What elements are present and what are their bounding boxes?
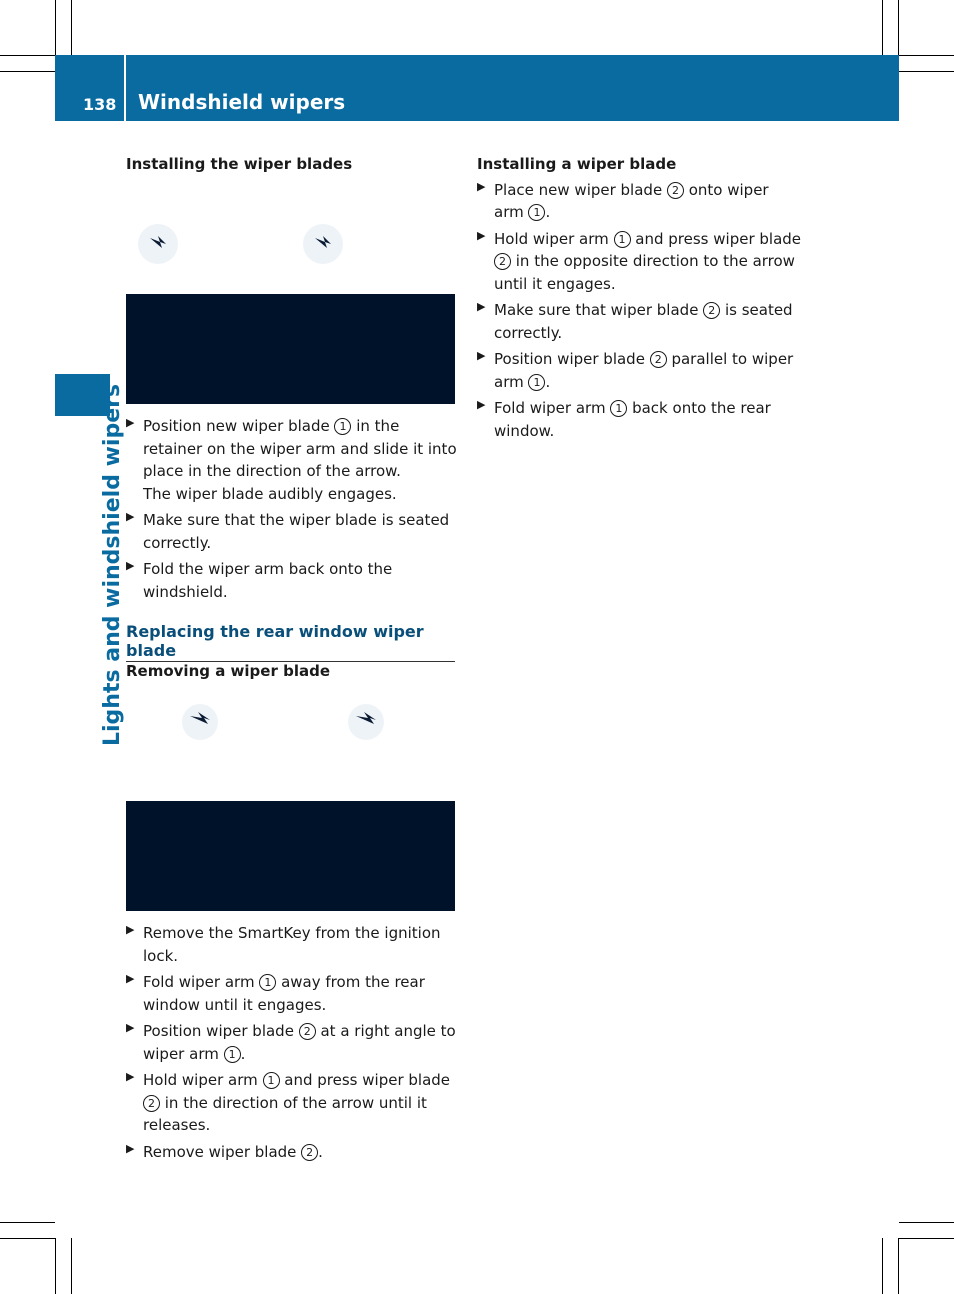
header-divider bbox=[124, 55, 126, 121]
instruction-step: ▶ Make sure that the wiper blade is seated correctly. bbox=[126, 510, 450, 552]
crop-mark bbox=[55, 1238, 56, 1294]
section-title: Windshield wipers bbox=[138, 90, 346, 114]
crop-mark bbox=[55, 0, 56, 55]
rear-wiper-heading: Replacing the rear window wiper blade bbox=[126, 622, 455, 662]
crop-mark bbox=[898, 1238, 899, 1294]
crop-mark bbox=[71, 0, 72, 55]
crop-mark bbox=[0, 71, 55, 72]
callout-number: 2 bbox=[703, 302, 720, 319]
instruction-step: ▶ Fold wiper arm 1 back onto the rear window. bbox=[477, 398, 771, 440]
arrow-icon bbox=[303, 224, 343, 264]
illustration-panel bbox=[126, 801, 455, 911]
crop-mark bbox=[899, 1222, 954, 1223]
removing-heading: Removing a wiper blade bbox=[126, 662, 331, 680]
left-column-top bbox=[126, 153, 456, 176]
install-steps-block bbox=[126, 415, 458, 603]
bullet-arrow-icon: ▶ bbox=[477, 228, 486, 242]
crop-mark bbox=[899, 55, 954, 56]
instruction-step: ▶ Fold wiper arm 1 away from the rear window until it engages. bbox=[126, 972, 425, 1014]
page-number: 138 bbox=[83, 95, 117, 114]
instruction-step: ▶ Fold the wiper arm back onto the windshield. bbox=[126, 559, 393, 601]
instruction-step: ▶ Position wiper blade 2 parallel to wiper arm 1 . bbox=[477, 349, 794, 391]
callout-number: 2 bbox=[667, 182, 684, 199]
right-column bbox=[477, 153, 802, 442]
callout-number: 1 bbox=[224, 1046, 241, 1063]
instruction-step: ▶ Place new wiper blade 2 onto wiper arm 1 . bbox=[477, 179, 769, 221]
instruction-step: ▶ Remove the SmartKey from the ignition lock. bbox=[126, 923, 441, 965]
instruction-step: ▶ Hold wiper arm 1 and press wiper blade 2 in the opposite direction to the arrow until it engages. bbox=[477, 228, 802, 293]
callout-number: 1 bbox=[263, 1072, 280, 1089]
wiper-install-illustration bbox=[126, 200, 455, 404]
crop-mark bbox=[0, 1222, 55, 1223]
bullet-arrow-icon: ▶ bbox=[477, 349, 486, 362]
arrow-icon bbox=[182, 704, 218, 740]
instruction-step: ▶ Position wiper blade 2 at a right angle to wiper arm 1 . bbox=[126, 1021, 456, 1063]
bullet-arrow-icon: ▶ bbox=[477, 179, 486, 193]
bullet-arrow-icon: ▶ bbox=[126, 416, 135, 429]
bullet-arrow-icon: ▶ bbox=[477, 300, 486, 313]
bullet-arrow-icon: ▶ bbox=[477, 398, 486, 411]
illustration-arrows bbox=[126, 200, 455, 294]
removing-steps-block bbox=[126, 922, 458, 1163]
bullet-arrow-icon: ▶ bbox=[126, 1021, 135, 1034]
bullet-arrow-icon: ▶ bbox=[126, 923, 135, 936]
callout-number: 2 bbox=[650, 351, 667, 368]
removing-heading-block bbox=[126, 660, 456, 683]
callout-number: 1 bbox=[528, 374, 545, 391]
bullet-arrow-icon: ▶ bbox=[126, 972, 135, 985]
instruction-step: ▶ Make sure that wiper blade 2 is seated correctly. bbox=[477, 300, 793, 342]
instruction-note: The wiper blade audibly engages. bbox=[143, 484, 397, 503]
rear-wiper-illustration bbox=[126, 700, 455, 911]
bullet-arrow-icon: ▶ bbox=[126, 510, 135, 523]
illustration-arrows bbox=[126, 700, 455, 800]
crop-mark bbox=[898, 0, 899, 55]
instruction-step: ▶ Hold wiper arm 1 and press wiper blade 2 in the direction of the arrow until it releases. bbox=[126, 1070, 451, 1134]
illustration-panel bbox=[126, 294, 455, 404]
install-heading: Installing the wiper blades bbox=[126, 155, 353, 173]
crop-mark bbox=[0, 55, 55, 56]
arrow-icon bbox=[138, 224, 178, 264]
callout-number: 2 bbox=[299, 1023, 316, 1040]
callout-number: 2 bbox=[494, 253, 511, 270]
callout-number: 2 bbox=[301, 1144, 318, 1161]
callout-number: 1 bbox=[614, 231, 631, 248]
crop-mark bbox=[882, 1238, 883, 1294]
crop-mark bbox=[0, 1238, 55, 1239]
callout-number: 1 bbox=[610, 400, 627, 417]
bullet-arrow-icon: ▶ bbox=[126, 1141, 135, 1155]
side-tab-label: Lights and windshield wipers bbox=[100, 383, 125, 746]
crop-mark bbox=[899, 71, 954, 72]
callout-number: 2 bbox=[143, 1095, 160, 1112]
arrow-icon bbox=[348, 704, 384, 740]
installing-heading: Installing a wiper blade bbox=[477, 155, 677, 173]
instruction-step: ▶ Remove wiper blade 2 . bbox=[126, 1141, 323, 1161]
crop-mark bbox=[899, 1238, 954, 1239]
callout-number: 1 bbox=[334, 418, 351, 435]
callout-number: 1 bbox=[259, 974, 276, 991]
bullet-arrow-icon: ▶ bbox=[126, 559, 135, 572]
bullet-arrow-icon: ▶ bbox=[126, 1070, 135, 1083]
instruction-step: ▶ Position new wiper blade 1 in the retainer on the wiper arm and slide it into place in the direction of the arrow. bbox=[126, 416, 457, 480]
crop-mark bbox=[882, 0, 883, 55]
callout-number: 1 bbox=[528, 204, 545, 221]
crop-mark bbox=[71, 1238, 72, 1294]
